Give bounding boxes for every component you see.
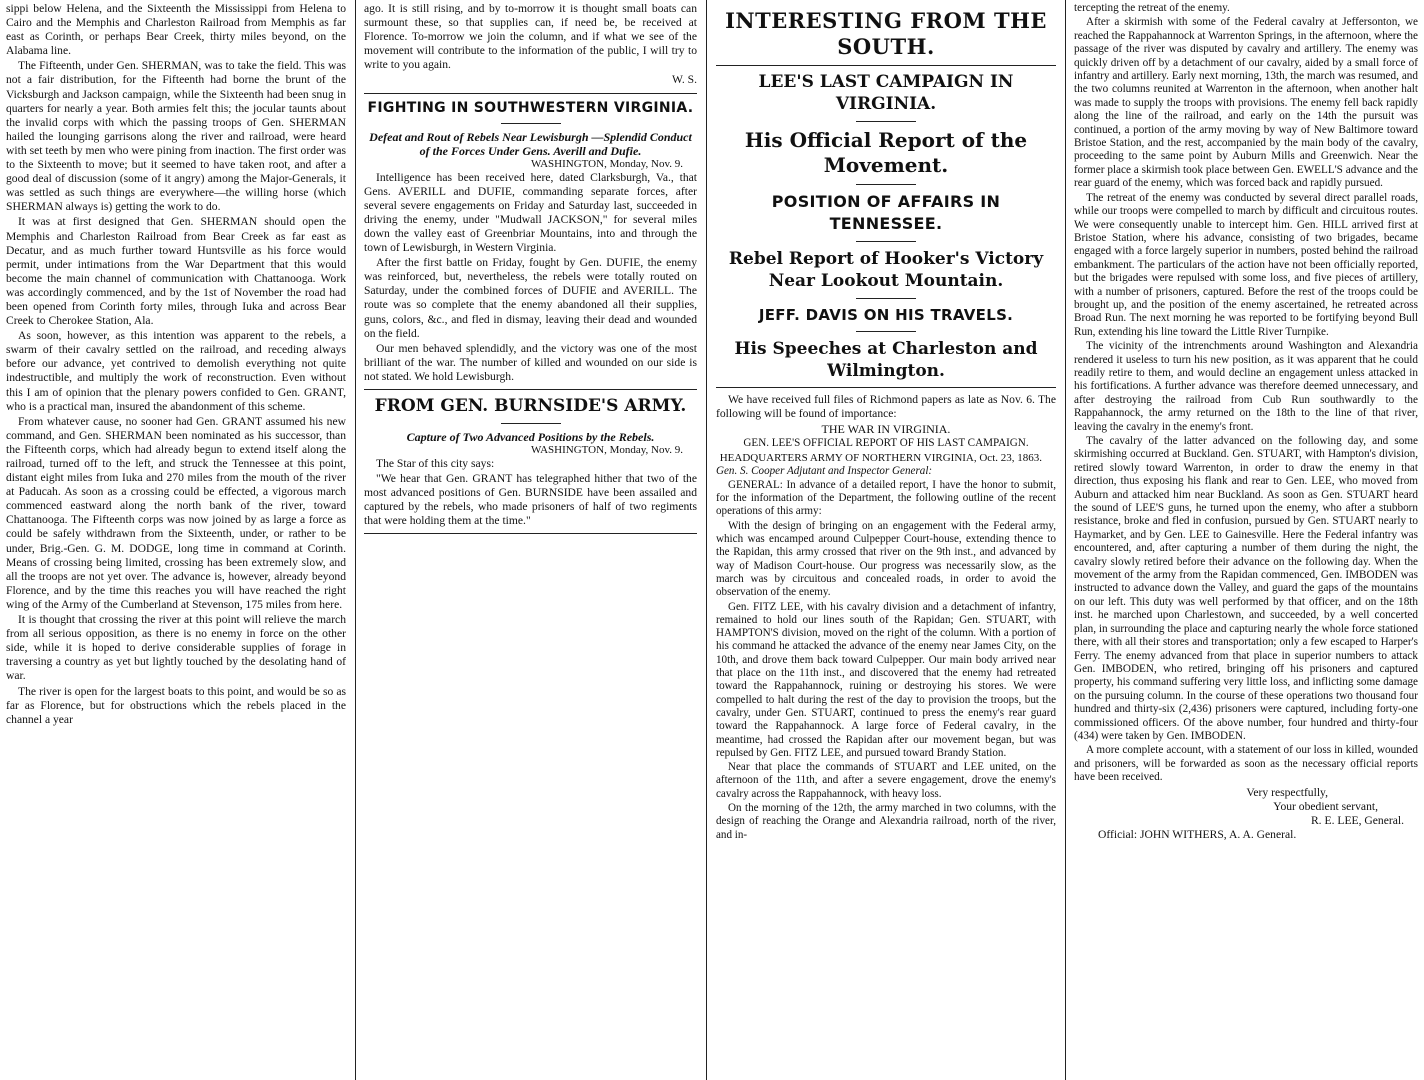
article-paragraph: The retreat of the enemy was conducted by several direct parallel roads, while our troops were compelled to march by difficult and circuitous routes. We were consequently unable to intercept him. Gen. HILL arrived first at Bristoe Station, where his advance, consisting of two brigades, became engaged with a force largely superior in numbers, posted behind the railroad embankment. The particulars of the action have not been officially reported, but the brigades were repulsed with some loss, and five pieces of artillery, with a number of prisoners, captured. Before the rest of the troops could be brought up, and the position of the enemy ascertained, he retreated across Broad Run. The next morning he was reported to be fortifying beyond Bull Run, extending his line toward the Little River Turnpike.: [1074, 191, 1418, 338]
official-attestation: Official: JOHN WITHERS, A. A. General.: [1098, 827, 1297, 841]
article-paragraph: It was at first designed that Gen. SHERMAN should open the Memphis and Charleston Railroad from Bear Creek as far east as Decatur, and as much further toward Huntsville as his force would permit, under intimations from the War Department that this would become the main channel of communication with Chattanooga. Work was accordingly commenced, and by the 1st of November the road had been opened from Corinth forty miles, through Iuka and across Bear Creek to Cherokee Station, Ala.: [6, 215, 346, 328]
article-paragraph: sippi below Helena, and the Sixteenth the Mississippi from Helena to Cairo and the Memphis and Charleston Railroad from Memphis as far east as Corinth, or perhaps Bear Creek, thirty miles beyond, on the Alabama line.: [6, 2, 346, 58]
divider: [856, 298, 916, 299]
divider: [856, 331, 916, 332]
divider: [364, 389, 697, 390]
headline-jeff-davis-travels: JEFF. DAVIS ON HIS TRAVELS.: [758, 306, 1014, 324]
headquarters-dateline: HEADQUARTERS ARMY OF NORTHERN VIRGINIA, Oct. 23, 1863.: [719, 451, 1042, 464]
subheadline-burnside: Capture of Two Advanced Positions by the Rebels.: [406, 429, 655, 444]
article-paragraph: The vicinity of the intrenchments around Washington and Alexandria rendered it useless to turn his new position, as it was apparent that he could readily retire to them, and would decline an engagement unless attacked in his fortifications. A further advance was therefore deemed unnecessary, and after destroying the railroad from Cub Run southwardly to the Rappahannock, the army returned on the 18th to the line of that river, leaving the cavalry in the enemy's front.: [1074, 340, 1418, 433]
article-paragraph: GENERAL: In advance of a detailed report, I have the honor to submit, for the information of the Department, the following outline of the recent operations of this army:: [716, 478, 1056, 518]
section-heading-lee-report: GEN. LEE'S OFFICIAL REPORT OF HIS LAST CAMPAIGN.: [743, 437, 1029, 450]
divider: [716, 65, 1056, 66]
article-paragraph: tercepting the retreat of the enemy.: [1074, 2, 1230, 14]
headline-southwestern-virginia: FIGHTING IN SOUTHWESTERN VIRGINIA.: [367, 99, 694, 116]
divider: [501, 123, 561, 124]
headline-speeches: His Speeches at Charleston and Wilmington.: [734, 339, 1038, 381]
article-paragraph: It is thought that crossing the river at this point will relieve the march from all serious opposition, as there is no enemy in force on the other side, while it is hoped to derive considerable supplies of forage in traversing a country as yet but lightly touched by the desolating hand of war.: [6, 613, 346, 683]
author-signature: W. S.: [671, 73, 697, 87]
article-paragraph: Intelligence has been received here, dated Clarksburgh, Va., that Gens. AVERILL and DUFIE, commanding separate forces, after several severe engagements on Friday and Saturday last, succeeded in driving the enemy, under "Mudwall JACKSON," for several miles down the valley east of Greenbriar Mountains, into and through the town of Lewisburgh, in Western Virginia.: [364, 170, 697, 255]
article-paragraph: A more complete account, with a statement of our loss in killed, wounded and prisoners, will be forwarded as soon as the necessary official reports have been received.: [1074, 744, 1418, 784]
quoted-dispatch: "We hear that Gen. GRANT has telegraphed hither that two of the most advanced positions of Gen. BURNSIDE have been assailed and captured by the rebels, who made prisoners of half of two regiments that were holding them at the time.": [364, 472, 697, 528]
article-paragraph: Gen. FITZ LEE, with his cavalry division and a detachment of infantry, remained to hold our lines south of the Rapidan; Gen. STUART, with HAMPTON'S division, moved on the right of the column. With a portion of his command he attacked the advance of the enemy near James City, on the 10th, and drove them back toward Culpepper. Our main body arrived near that place on the 11th inst., and discovered that the enemy had retreated toward the Rappahannock, ruining or destroying his stores. We were compelled to halt during the rest of the day to provision the troops, but the cavalry, under Gen. STUART, continued to press the enemy's rear guard toward the Rappahannock. A large force of Federal cavalry, in the meantime, had crossed the Rapidan after our movement began, but was repulsed by Gen. FITZ LEE, and pursued toward Brandy Station.: [716, 600, 1056, 759]
article-paragraph: The river is open for the largest boats to this point, and would be so as far as Florence, but for obstructions which the rebels placed in the channel a year: [6, 684, 346, 726]
divider: [716, 387, 1056, 388]
article-paragraph: With the design of bringing on an engagement with the Federal army, which was encamped around Culpepper Court-house, extending thence to the Rapidan, this army crossed that river on the 9th inst., and advanced by way of Madison Court-house. Our progress was necessarily slow, as the march was by circuitous and concealed roads, in order to avoid the observation of the enemy.: [716, 519, 1056, 599]
article-paragraph: The cavalry of the latter advanced on the following day, and some skirmishing occurred at Buckland. Gen. STUART, with Hampton's division, retired slowly toward Warrenton, in order to draw the enemy in that direction, thus exposing his flank and rear to Gen. LEE, who moved from Auburn and attacked him near Buckland. As soon as Gen. STUART heard the sound of LEE'S guns, he turned upon the enemy, who after a stubborn resistance, broke and fled in confusion, pursued by Gen. STUART nearly to Haymarket, and by Gen. LEE to Gainesville. Here the Federal infantry was encountered, and, after capturing a number of them during the night, the cavalry slowly retired before their advance on the following day. When the movement of the army from the Rapidan commenced, Gen. IMBODEN was instructed to advance down the Valley, and guard the gaps of the mountains on our left. This duty was well performed by that officer, and on the 18th inst. he marched upon Charlestown, and succeeded, by a well concerted plan, in surrounding the place and capturing nearly the whole force stationed there, with all their stores and transportation; only a few escaped to Harper's Ferry. The enemy advanced from that place in superior numbers to attack Gen. IMBODEN, who retired, bringing off his prisoners and captured property, his command suffering very little loss, and inflicting some damage on the pursuing column. In the course of these operations two thousand four hundred and thirty-six (2,436) prisoners were captured, including forty-one commissioned officers. Of the above number, four hundred and thirty-four (434) were taken by Gen. IMBODEN.: [1074, 435, 1418, 742]
divider: [856, 241, 916, 242]
closing-line: Very respectfully,: [1246, 785, 1328, 799]
article-paragraph: On the morning of the 12th, the army marched in two columns, with the design of reaching the Orange and Alexandria railroad, north of the river, and in-: [716, 802, 1056, 841]
divider: [364, 533, 697, 534]
column-2: [358, 0, 703, 1080]
headline-interesting-from-the-south: INTERESTING FROM THE SOUTH.: [725, 8, 1047, 59]
addressee: Gen. S. Cooper Adjutant and Inspector General:: [716, 464, 933, 477]
article-paragraph: The Star of this city says:: [376, 456, 495, 470]
headline-hookers-victory: Rebel Report of Hooker's Victory Near Lookout Mountain.: [728, 249, 1044, 291]
headline-affairs-in-tennessee: POSITION OF AFFAIRS IN TENNESSEE.: [771, 192, 1001, 233]
divider: [501, 423, 561, 424]
column-rule: [706, 0, 707, 1080]
article-paragraph: From whatever cause, no sooner had Gen. GRANT assumed his new command, and Gen. SHERMAN been nominated as his successor, than the Fifteenth corps, which had already begun to extend itself along the railroad, turned off to the left, and struck the Tennessee at this point, distant eight miles from Iuka and 270 miles from the mouth of the river at Paducah. As soon as a crossing could be effected, a vigorous march commenced eastward along the north bank of the river, toward Chattanooga. The Fifteenth corps was now joined by as large a force as could be safely withdrawn from the Sixteenth, under, or rather to be under, Brig.-Gen. G. M. DODGE, long time in command at Corinth. Means of crossing being limited, crossing has been extremely slow, and all the troops are not yet over. The advance is, however, already beyond Florence, and by the time this reaches you will have reached the right wing of the Army of the Cumberland at Stevenson, 175 miles from here.: [6, 414, 346, 611]
signature: R. E. LEE, General.: [1310, 813, 1404, 827]
dateline: WASHINGTON, Monday, Nov. 9.: [530, 443, 683, 456]
column-3: [710, 0, 1062, 1080]
column-rule: [1065, 0, 1066, 1080]
article-paragraph: After a skirmish with some of the Federal cavalry at Jeffersonton, we reached the Rappahannock at Warrenton Springs, in the afternoon, where the passage of the river was disputed by cavalry and artillery. The enemy was quickly driven off by a detachment of our cavalry, aided by a small force of infantry and artillery. Early next morning, 13th, the march was resumed, and the two columns reunited at Warrenton in the afternoon, when another halt was made to supply the troops with provisions. The enemy fell back rapidly along the line of the railroad, and early on the 14th the pursuit was continued, a portion of the army moving by way of New Baltimore toward Bristoe Station, and the rest, accompanied by the main body of the cavalry, proceeding to the same point by Auburn Mills and Greenwich. Near the former place a skirmish took place between Gen. EWELL'S advance and the rear guard of the enemy, which was forced back and rapidly pursued.: [1074, 16, 1418, 190]
article-paragraph: As soon, however, as this intention was apparent to the rebels, a swarm of their cavalry settled on the railroad, and receding always before our advance, yet contrived to demolish everything not quite indestructible, and multiply the work of reconstruction. Even without this I am of opinion that the plenary powers confided to Gen. GRANT, who is a practical man, insured the abandonment of this scheme.: [6, 329, 346, 413]
article-paragraph: Our men behaved splendidly, and the victory was one of the most brilliant of the war. The number of killed and wounded on our side is not stated. We hold Lewisburgh.: [364, 341, 697, 383]
headline-official-report: His Official Report of the Movement.: [744, 128, 1028, 177]
column-4: [1068, 0, 1424, 1080]
article-paragraph: ago. It is still rising, and by to-morrow it is thought small boats can surmount these, so that supplies can, if need be, be received at Florence. To-morrow we join the column, and if what we see of the movement will contribute to the information of the public, I will try to write to you again.: [364, 2, 697, 72]
headline-lee-last-campaign: LEE'S LAST CAMPAIGN IN VIRGINIA.: [758, 72, 1014, 114]
dateline: WASHINGTON, Monday, Nov. 9.: [530, 157, 683, 170]
article-paragraph: The Fifteenth, under Gen. SHERMAN, was to take the field. This was not a fair distribution, for the Fifteenth had borne the brunt of the Vicksburgh and Jackson campaign, while the Sixteenth had been snug in quarters for nearly a year. Both armies felt this; the jocular taunts about the invalid corps with which the passing troops of Gen. SHERMAN hailed the lounging garrisons along the river and railroad, were heard with set teeth by men who were pining from inaction. The first order was to the Sixteenth to move; but it seemed to have taken root, and after a good deal of discussion (some of it angry) among the Major-Generals, it was settled as such things are everywhere—the willing horse (which SHERMAN always is) getting the work to do.: [6, 59, 346, 214]
divider: [856, 121, 916, 122]
article-paragraph: After the first battle on Friday, fought by Gen. DUFIE, the enemy was reinforced, but, nevertheless, the rebels were totally routed on Saturday, under the combined forces of DUFIE and AVERILL. The route was so complete that the enemy abandoned all their supplies, guns, colors, &c., and fled in dismay, leaving their dead and wounded on the field.: [364, 256, 697, 340]
headline-burnside-army: FROM GEN. BURNSIDE'S ARMY.: [374, 395, 687, 416]
closing-line: Your obedient servant,: [1273, 799, 1378, 813]
article-paragraph: We have received full files of Richmond papers as late as Nov. 6. The following will be found of importance:: [716, 393, 1056, 421]
column-rule: [355, 0, 356, 1080]
article-paragraph: Near that place the commands of STUART and LEE united, on the afternoon of the 11th, and after a severe engagement, drove the enemy's cavalry across the Rappahannock, with heavy loss.: [716, 761, 1056, 800]
divider: [364, 93, 697, 94]
column-1: [0, 0, 352, 1080]
divider: [856, 184, 916, 185]
section-heading-war-in-virginia: THE WAR IN VIRGINIA.: [821, 422, 951, 437]
subheadline-lewisburgh: Defeat and Rout of Rebels Near Lewisburgh —Splendid Conduct of the Forces Under Gens. Averill and Dufie.: [369, 129, 692, 158]
